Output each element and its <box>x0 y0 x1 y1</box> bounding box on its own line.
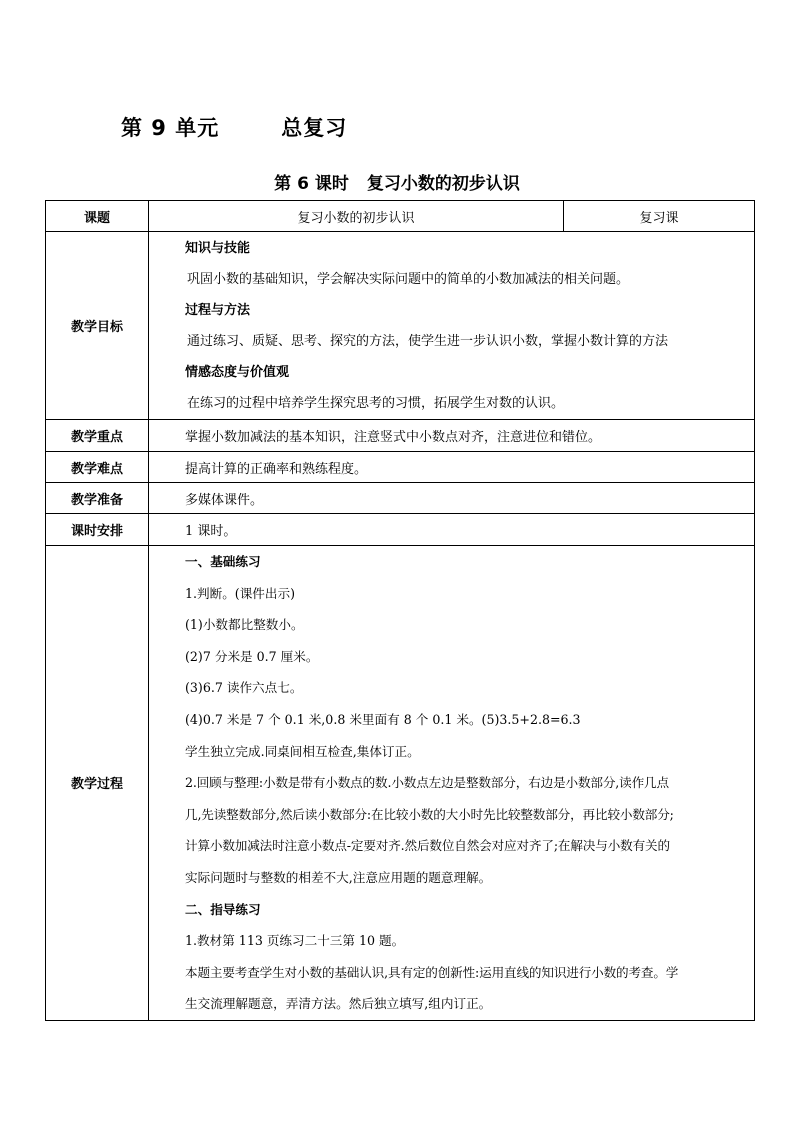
topic-row <box>46 201 755 232</box>
process-line: 计算小数加减法时注意小数点-定要对齐.然后数位自然会对应对齐了;在解决与小数有关的 <box>185 838 670 854</box>
topic-value: 复习小数的初步认识 <box>149 201 564 232</box>
schedule-value: 1 课时。 <box>149 514 755 546</box>
unit-label: 第 9 单元 <box>121 116 220 140</box>
key-label: 教学重点 <box>46 420 149 452</box>
unit-name: 总复习 <box>281 116 348 140</box>
lesson-heading <box>0 169 794 194</box>
topic-label: 课题 <box>46 201 149 232</box>
goals-cell <box>149 232 755 420</box>
process-row <box>46 546 755 1021</box>
lesson-name: 复习小数的初步认识 <box>366 174 520 194</box>
difficulty-row <box>46 452 755 483</box>
process-section-heading: 二、指导练习 <box>185 901 261 917</box>
difficulty-value: 提高计算的正确率和熟练程度。 <box>149 452 755 483</box>
process-line: 实际问题时与整数的相差不大,注意应用题的题意理解。 <box>185 869 492 885</box>
goal-heading: 知识与技能 <box>185 240 251 256</box>
lesson-plan-table <box>45 200 755 1021</box>
process-line: (1)小数都比整数小。 <box>185 617 304 633</box>
goal-text: 巩固小数的基础知识，学会解决实际问题中的简单的小数加减法的相关问题。 <box>187 271 630 287</box>
process-line: 1.判断。(课件出示) <box>185 585 295 601</box>
goal-text: 通过练习、质疑、思考、探究的方法，使学生进一步认识小数，掌握小数计算的方法 <box>187 333 669 349</box>
process-line: 生交流理解题意，弄清方法。然后独立填写,组内订正。 <box>185 996 492 1012</box>
lesson-type: 复习课 <box>564 201 755 232</box>
goals-label: 教学目标 <box>46 232 149 420</box>
lesson-label: 第 6 课时 <box>274 174 349 194</box>
process-line: 2.回顾与整理:小数是带有小数点的数.小数点左边是整数部分，右边是小数部分,读作几点 <box>185 775 669 791</box>
process-line: 几,先读整数部分,然后读小数部分:在比较小数的大小时先比较整数部分，再比较小数部分; <box>185 806 674 822</box>
process-label: 教学过程 <box>46 546 149 1021</box>
process-line: 1.教材第 113 页练习二十三第 10 题。 <box>185 933 405 949</box>
schedule-label: 课时安排 <box>46 514 149 546</box>
key-row <box>46 420 755 452</box>
process-line: (2)7 分米是 0.7 厘米。 <box>185 648 319 664</box>
process-line: 学生独立完成.同桌间相互检查,集体订正。 <box>185 743 420 759</box>
goal-heading: 情感态度与价值观 <box>185 364 290 380</box>
goal-text: 在练习的过程中培养学生探究思考的习惯，拓展学生对数的认识。 <box>187 395 565 411</box>
prep-value: 多媒体课件。 <box>149 483 755 514</box>
process-section-heading: 一、基础练习 <box>185 554 261 569</box>
unit-heading <box>121 112 347 142</box>
goals-row <box>46 232 755 420</box>
schedule-row <box>46 514 755 546</box>
process-line: (4)0.7 米是 7 个 0.1 米,0.8 米里面有 8 个 0.1 米。(5)3.5+2.8=6.3 <box>185 711 581 727</box>
goal-heading: 过程与方法 <box>185 302 251 318</box>
difficulty-label: 教学难点 <box>46 452 149 483</box>
key-value: 掌握小数加减法的基本知识，注意竖式中小数点对齐，注意进位和错位。 <box>149 420 755 452</box>
process-cell <box>149 546 755 1021</box>
prep-row <box>46 483 755 514</box>
prep-label: 教学准备 <box>46 483 149 514</box>
process-line: 本题主要考查学生对小数的基础认识,具有定的创新性:运用直线的知识进行小数的考查。学 <box>185 964 679 980</box>
process-line: (3)6.7 读作六点七。 <box>185 680 303 696</box>
